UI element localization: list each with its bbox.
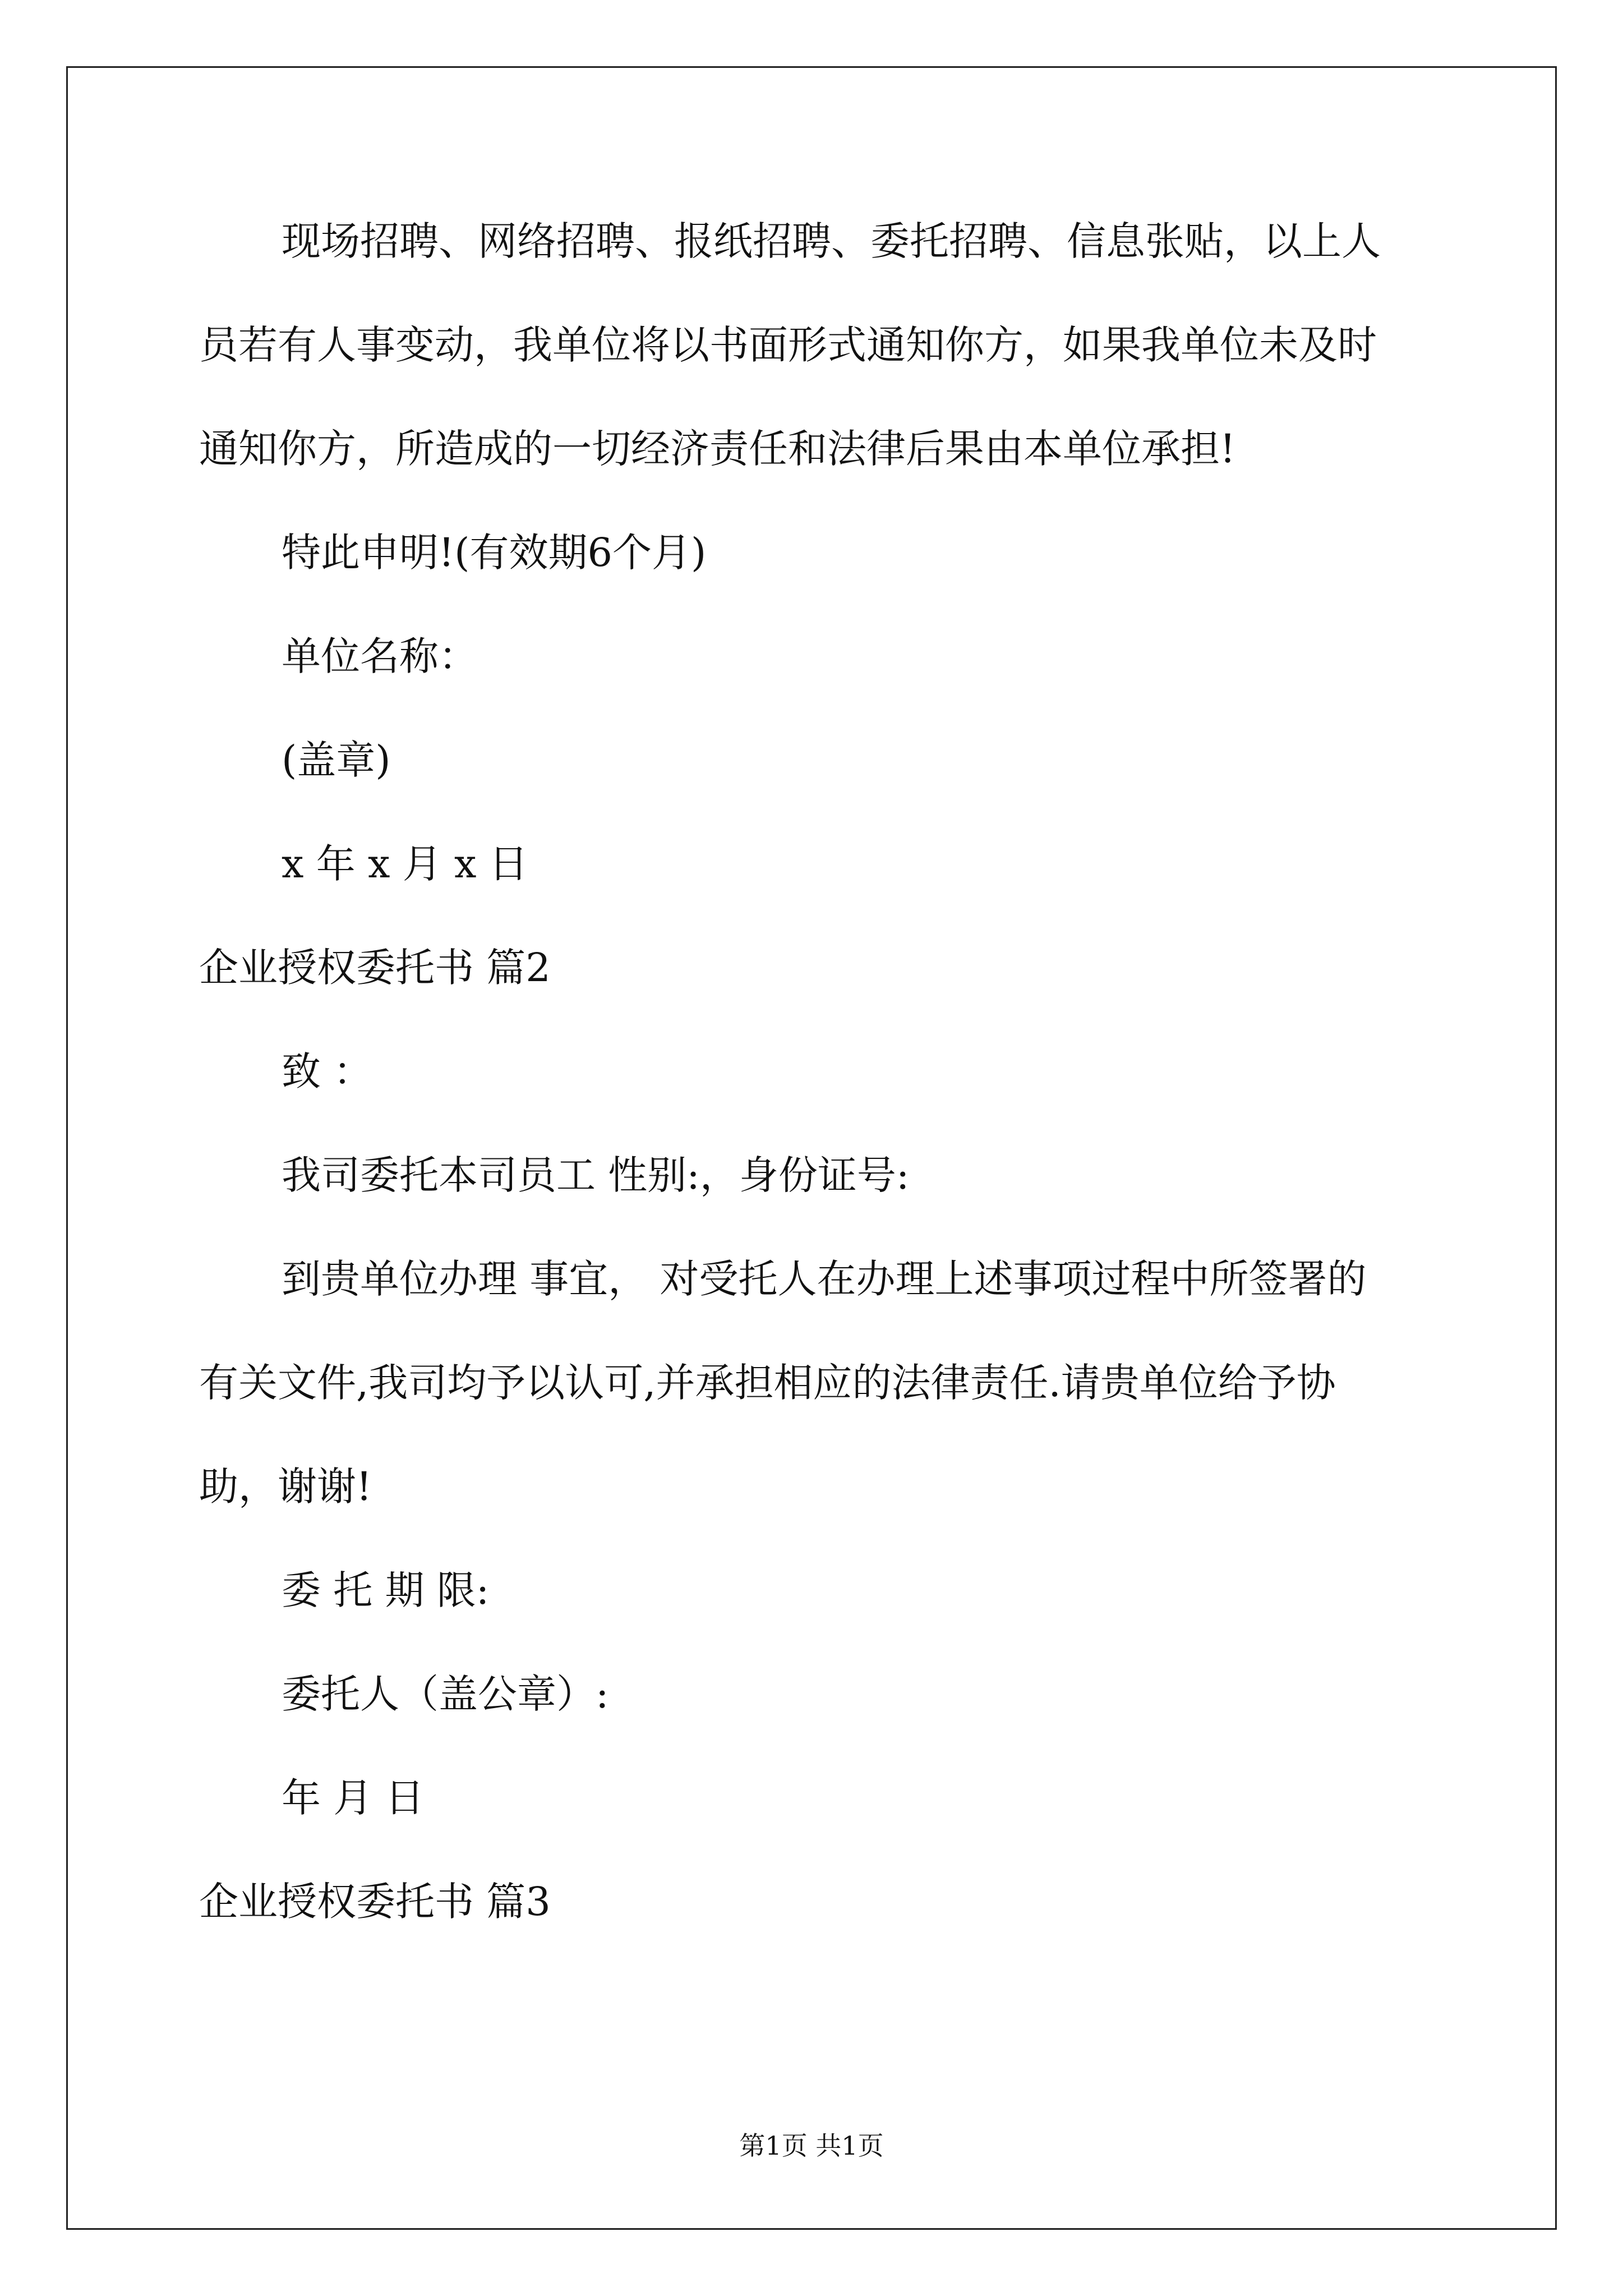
unit-name-line: 单位名称： [282,633,478,679]
paragraph-line-2: 员若有人事变动，我单位将以书面形式通知你方，如果我单位未及时 [199,322,1377,368]
page-footer: 第1页 共1页 [739,2131,884,2161]
section-heading-3: 企业授权委托书 篇3 [199,1879,551,1925]
paragraph-line-1: 现场招聘、网络招聘、报纸招聘、委托招聘、信息张贴，以上人 [282,218,1381,264]
delegation-line: 我司委托本司员工 性别:，身份证号: [282,1152,910,1198]
paragraph-line-5: 有关文件,我司均予以认可,并承担相应的法律责任.请贵单位给予协 [199,1360,1336,1406]
section-heading-2: 企业授权委托书 篇2 [199,945,551,991]
paragraph-line-4: 到贵单位办理 事宜， 对受托人在办理上述事项过程中所签署的 [282,1256,1367,1302]
salutation-line: 致 ： [282,1048,373,1094]
date-line: x 年 x 月 x 日 [282,841,528,887]
term-line: 委 托 期 限: [282,1567,490,1613]
paragraph-line-6: 助，谢谢! [199,1464,372,1510]
seal-line: (盖章) [282,737,391,783]
principal-line: 委托人（盖公章）: [282,1671,609,1717]
date-blank-line: 年 月 日 [282,1775,425,1821]
declaration-line: 特此申明!(有效期6个月) [282,530,707,576]
paragraph-line-3: 通知你方，所造成的一切经济责任和法律后果由本单位承担! [199,426,1236,472]
